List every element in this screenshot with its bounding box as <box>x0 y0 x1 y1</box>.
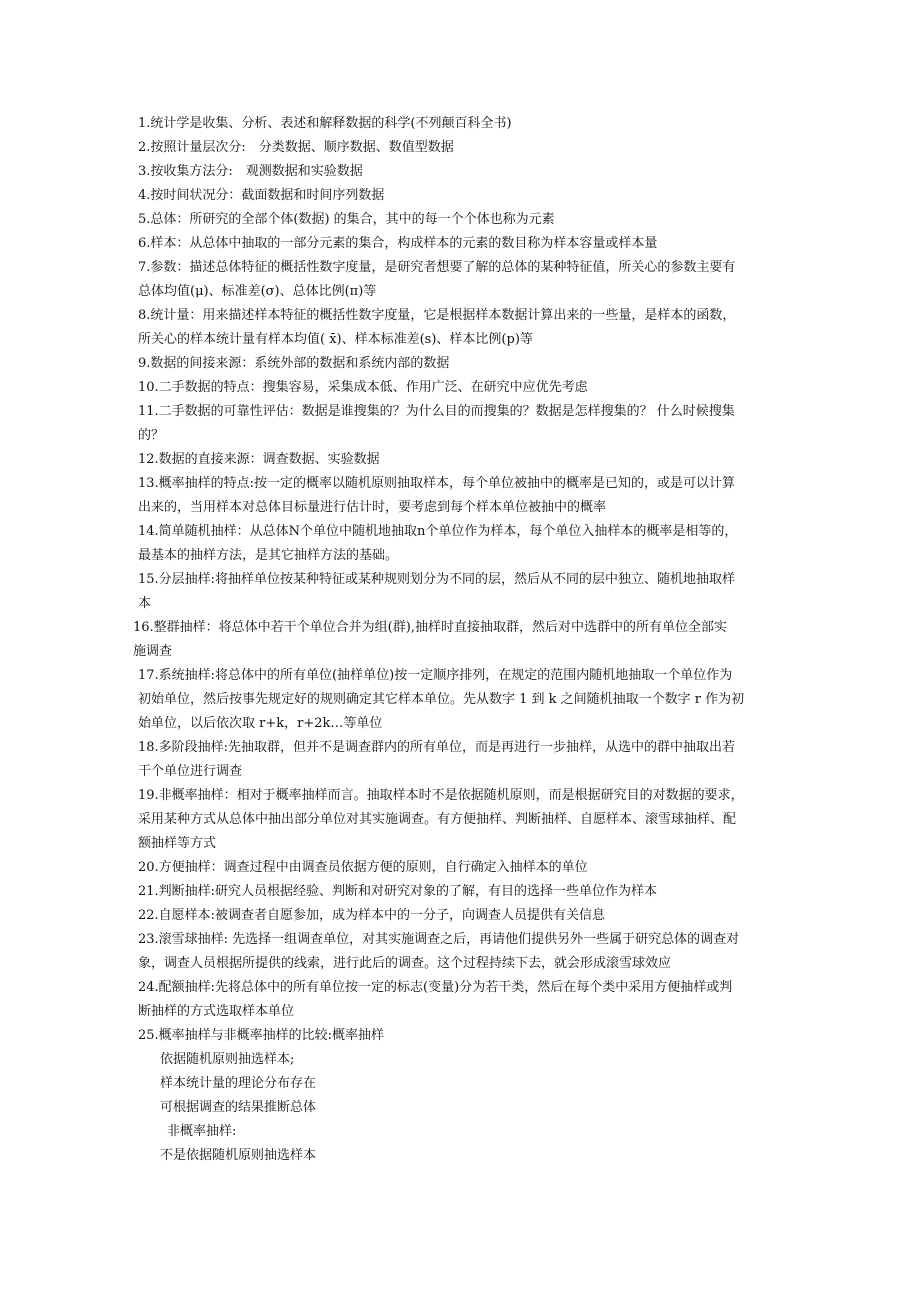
document-body <box>133 112 798 1168</box>
paragraph-line: 16.整群抽样：将总体中若干个单位合并为组(群),抽样时直接抽取群，然后对中选群中的所有单位全部实 <box>133 620 727 635</box>
paragraph-line: 最基本的抽样方法，是其它抽样方法的基础。 <box>138 548 399 563</box>
paragraph-line: 采用某种方式从总体中抽出部分单位对其实施调查。有方便抽样、判断抽样、自愿样本、滚雪球抽样、配 <box>138 812 737 827</box>
paragraph-line: 17.系统抽样:将总体中的所有单位(抽样单位)按一定顺序排列，在规定的范围内随机地抽取一个单位作为 <box>138 668 733 683</box>
paragraph-line: 7.参数：描述总体特征的概括性数字度量，是研究者想要了解的总体的某种特征值，所关心的参数主要有 <box>138 260 736 275</box>
paragraph-line: 所关心的样本统计量有样本均值( x̄)、样本标准差(s)、样本比例(p)等 <box>138 332 533 347</box>
paragraph-line: 1.统计学是收集、分析、表述和解释数据的科学(不列颠百科全书) <box>138 116 512 131</box>
numbered-paragraph <box>138 448 798 472</box>
numbered-paragraph <box>138 664 798 736</box>
numbered-paragraph <box>138 976 798 1024</box>
paragraph-line: 18.多阶段抽样:先抽取群，但并不是调查群内的所有单位，而是再进行一步抽样，从选中的群中抽取出若 <box>138 740 736 755</box>
paragraph-line: 3.按收集方法分: 观测数据和实验数据 <box>138 164 363 179</box>
paragraph-line: 21.判断抽样:研究人员根据经验、判断和对研究对象的了解，有目的选择一些单位作为样本 <box>138 884 658 899</box>
probability-sampling-point: 依据随机原则抽选样本; <box>160 1052 295 1067</box>
numbered-paragraph <box>138 376 798 400</box>
numbered-paragraph <box>138 736 798 784</box>
paragraph-line: 20.方便抽样：调查过程中由调查员依据方便的原则，自行确定入抽样本的单位 <box>138 860 588 875</box>
paragraph-line: 11.二手数据的可靠性评估：数据是谁搜集的？为什么目的而搜集的？数据是怎样搜集的？ 什么时候搜集 <box>138 404 735 419</box>
paragraph-line: 始单位，以后依次取 r+k，r+2k…等单位 <box>138 716 383 731</box>
paragraph-line: 19.非概率抽样：相对于概率抽样而言。抽取样本时不是依据随机原则，而是根据研究目的对数据的要求， <box>138 788 744 803</box>
paragraph-line: 施调查 <box>133 644 173 659</box>
paragraph-line: 15.分层抽样:将抽样单位按某种特征或某种规则划分为不同的层，然后从不同的层中独立、随机地抽取样 <box>138 572 736 587</box>
probability-sampling-point: 样本统计量的理论分布存在 <box>160 1076 317 1091</box>
paragraph-line: 22.自愿样本:被调查者自愿参加，成为样本中的一分子，向调查人员提供有关信息 <box>138 908 606 923</box>
paragraph-line: 初始单位，然后按事先规定好的规则确定其它样本单位。先从数字 1 到 k 之间随机抽取一个数字 r 作为初 <box>138 692 745 707</box>
paragraph-line: 4.按时间状况分：截面数据和时间序列数据 <box>138 188 385 203</box>
numbered-paragraph <box>138 160 798 184</box>
paragraph-line: 断抽样的方式选取样本单位 <box>138 1004 295 1019</box>
numbered-paragraph <box>138 904 798 928</box>
numbered-paragraph <box>138 232 798 256</box>
paragraph-line: 8.统计量：用来描述样本特征的概括性数字度量，它是根据样本数据计算出来的一些量，是样本的函数， <box>138 308 736 323</box>
paragraph-line: 10.二手数据的特点：搜集容易，采集成本低、作用广泛、在研究中应优先考虑 <box>138 380 588 395</box>
probability-sampling-point: 可根据调查的结果推断总体 <box>160 1100 317 1115</box>
numbered-paragraph <box>138 112 798 136</box>
numbered-paragraph <box>138 856 798 880</box>
numbered-paragraph <box>138 400 798 448</box>
paragraph-line: 12.数据的直接来源：调查数据、实验数据 <box>138 452 380 467</box>
numbered-paragraph <box>138 1024 798 1048</box>
numbered-paragraph <box>138 352 798 376</box>
paragraph-line: 额抽样等方式 <box>138 836 217 851</box>
nonprobability-sampling-point: 不是依据随机原则抽选样本 <box>160 1148 317 1163</box>
numbered-paragraph <box>133 616 798 664</box>
paragraph-line: 本 <box>138 596 152 611</box>
numbered-paragraph <box>138 256 798 304</box>
numbered-paragraph <box>138 472 798 520</box>
paragraph-line: 出来的，当用样本对总体目标量进行估计时，要考虑到每个样本单位被抽中的概率 <box>138 500 607 515</box>
numbered-paragraph <box>138 304 798 352</box>
numbered-paragraph <box>138 568 798 616</box>
paragraph-line: 6.样本：从总体中抽取的一部分元素的集合，构成样本的元素的数目称为样本容量或样本量 <box>138 236 658 251</box>
paragraph-line: 9.数据的间接来源：系统外部的数据和系统内部的数据 <box>138 356 450 371</box>
paragraph-line: 干个单位进行调查 <box>138 764 243 779</box>
paragraph-line: 14.简单随机抽样：从总体N个单位中随机地抽取n个单位作为样本，每个单位入抽样本的概率是相等的， <box>138 524 738 539</box>
paragraph-line: 2.按照计量层次分: 分类数据、顺序数据、数值型数据 <box>138 140 454 155</box>
paragraph-line: 5.总体：所研究的全部个体(数据) 的集合，其中的每一个个体也称为元素 <box>138 212 555 227</box>
numbered-paragraph <box>138 208 798 232</box>
numbered-paragraph <box>138 520 798 568</box>
numbered-paragraph <box>138 880 798 904</box>
paragraph-line: 24.配额抽样:先将总体中的所有单位按一定的标志(变量)分为若干类，然后在每个类中采用方便抽样或判 <box>138 980 733 995</box>
paragraph-line: 象，调查人员根据所提供的线索，进行此后的调查。这个过程持续下去，就会形成滚雪球效应 <box>138 956 672 971</box>
numbered-paragraph <box>138 784 798 856</box>
paragraph-line: 的？ <box>138 428 165 443</box>
numbered-paragraph <box>138 928 798 976</box>
paragraph-line: 13.概率抽样的特点:按一定的概率以随机原则抽取样本，每个单位被抽中的概率是已知的，或是可以计算 <box>138 476 736 491</box>
paragraph-line: 23.滚雪球抽样: 先选择一组调查单位，对其实施调查之后，再请他们提供另外一些属于研究总体的调查对 <box>138 932 740 947</box>
paragraph-line: 25.概率抽样与非概率抽样的比较:概率抽样 <box>138 1028 385 1043</box>
numbered-paragraph <box>138 184 798 208</box>
nonprobability-sampling-label: 非概率抽样: <box>167 1124 237 1139</box>
paragraph-line: 总体均值(μ)、标准差(σ)、总体比例(π)等 <box>138 284 377 299</box>
numbered-paragraph <box>138 136 798 160</box>
